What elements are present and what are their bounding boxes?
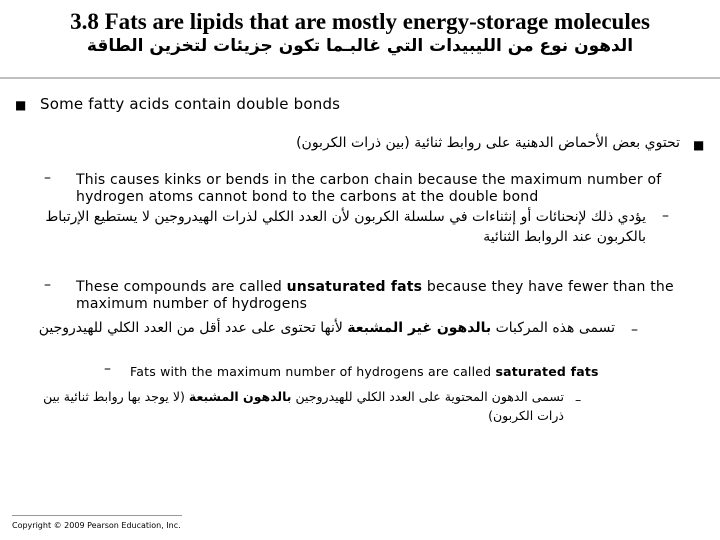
dash-3-arabic: تسمى الدهون المحتوية على العدد الكلي للهيدروجين بالدهون المشبعة (لا يوجد بها روابط ثنائية بين ذرات الكربون)	[43, 389, 564, 423]
dash-bullet-icon: –	[104, 361, 112, 377]
slide-title-arabic: الدهون نوع من الليبيدات التي غالبـما تكون جزيئات لتخزين الطاقة	[86, 36, 634, 56]
bullet-1-arabic: تحتوي بعض الأحماض الدهنية على روابط ثنائية (بين ذرات الكربون)	[296, 135, 680, 151]
dash-1-english: This causes kinks or bends in the carbon chain because the maximum number of hydrogen atoms cannot bond to the carbons at the double bond	[76, 172, 662, 205]
dash-bullet-icon: –	[44, 277, 52, 293]
title-divider	[0, 77, 720, 79]
bullet-1-english: Some fatty acids contain double bonds	[40, 95, 341, 113]
dash-2-arabic: تسمى هذه المركبات بالدهون غير المشبعة لأنها تحتوى على عدد أقل من العدد الكلي للهيدروجين	[38, 320, 615, 336]
square-bullet-icon: ■	[693, 138, 705, 152]
dash-bullet-icon: –	[631, 322, 639, 338]
term-unsaturated-fats: unsaturated fats	[286, 279, 423, 295]
dash-bullet-icon: –	[44, 170, 52, 186]
dash-2-english: These compounds are called unsaturated fats because they have fewer than the maximum number of hydrogens	[76, 279, 674, 312]
term-unsaturated-fats-arabic: بالدهون غير المشبعة	[347, 320, 492, 336]
term-saturated-fats-arabic: بالدهون المشبعة	[188, 389, 292, 404]
footer-divider	[12, 515, 182, 516]
dash-bullet-icon: –	[575, 392, 582, 407]
term-saturated-fats: saturated fats	[495, 364, 599, 379]
slide-title-english: 3.8 Fats are lipids that are mostly energy-storage molecules	[70, 9, 650, 34]
dash-3-english: Fats with the maximum number of hydrogens are called saturated fats	[130, 364, 599, 379]
square-bullet-icon: ■	[15, 98, 27, 112]
dash-bullet-icon: –	[662, 208, 670, 224]
dash-1-arabic: يؤدي ذلك لإنحنائات أو إنثناءات في سلسلة الكربون لأن العدد الكلي لذرات الهيدروجين لا يستطيع الإرتباط بالكربون عند الروابط الثنائية	[45, 209, 646, 245]
copyright-notice: Copyright © 2009 Pearson Education, Inc.	[12, 521, 181, 530]
